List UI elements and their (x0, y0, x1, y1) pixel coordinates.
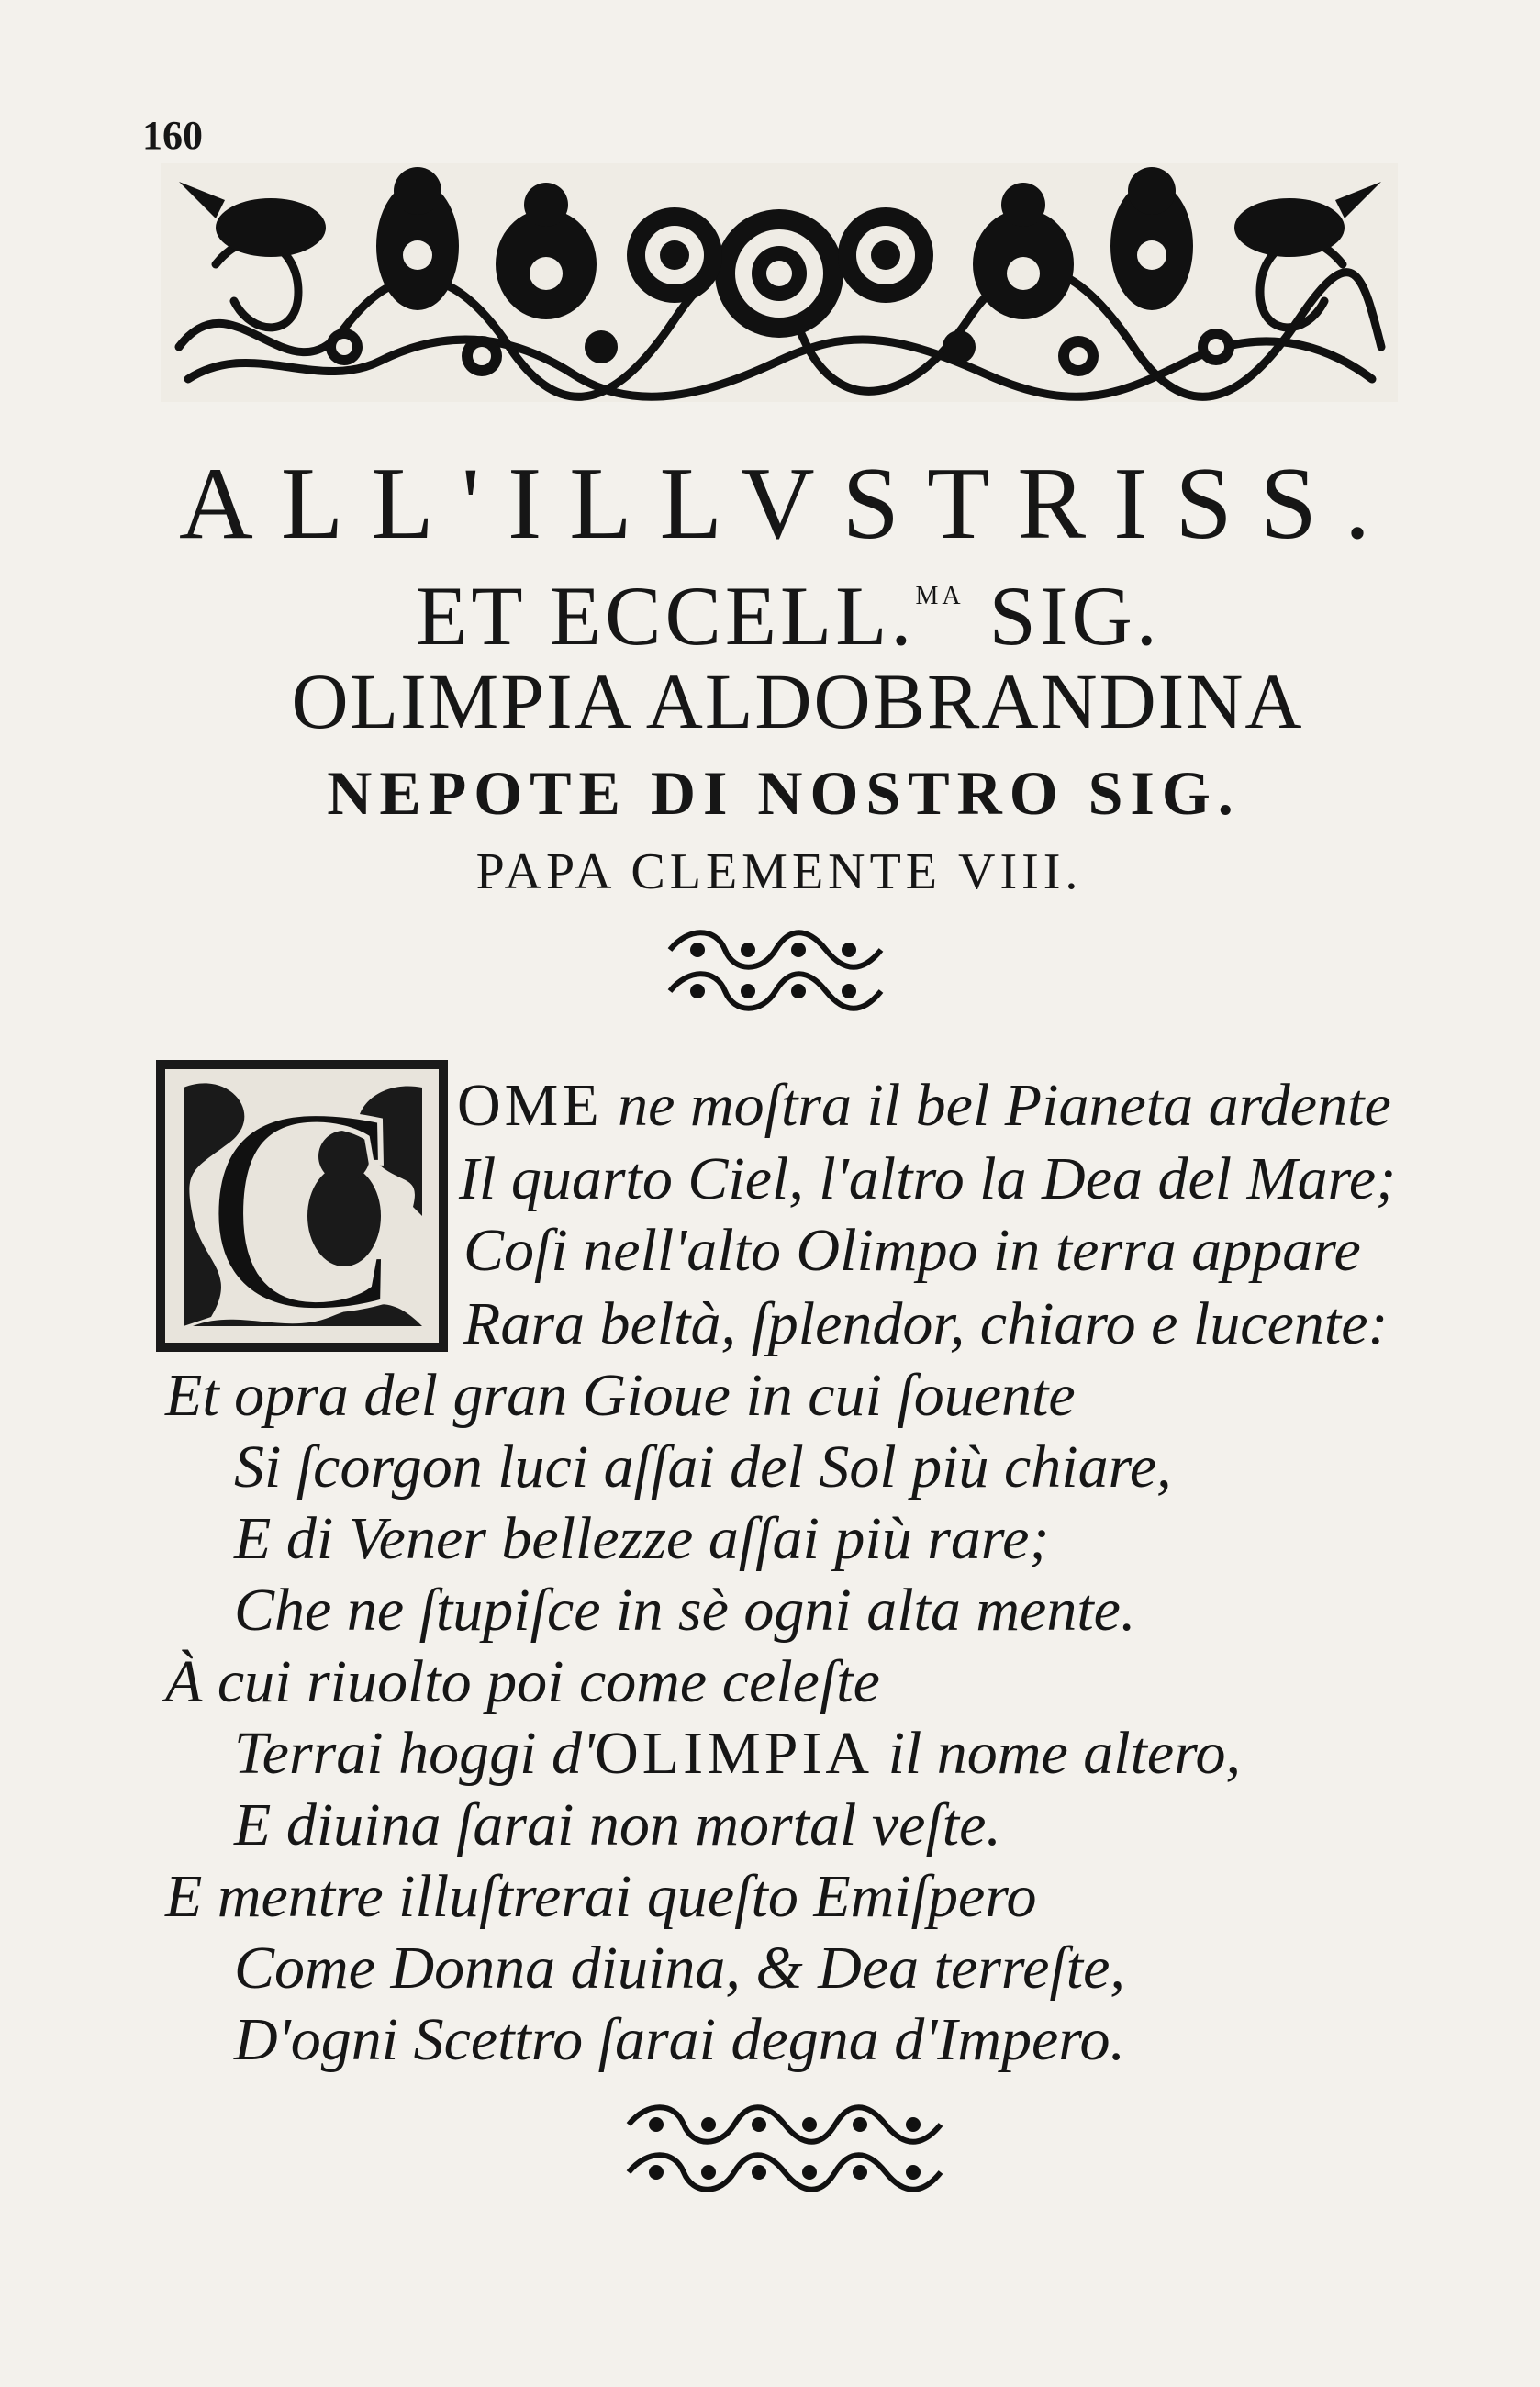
poem-line-10-after: il nome altero, (873, 1720, 1241, 1787)
poem-line-8: Che ne ſtupiſce in sè ogni alta mente. (234, 1577, 1136, 1644)
dedication-title-line-1: ALL'ILLVSTRISS. (179, 447, 1398, 561)
poem-line-1-lead: OME (457, 1072, 603, 1139)
poem-line-6: Si ſcorgon luci aſſai del Sol più chiare, (234, 1433, 1172, 1500)
poem-line-11: E diuina ſarai non mortal veſte. (234, 1791, 1001, 1858)
page-number: 160 (142, 113, 203, 158)
poem-line-4: Rara beltà, ſplendor, chiaro e lucente: (463, 1290, 1389, 1357)
title-line-2-superscript: MA (915, 582, 965, 610)
title-line-2-main: ET ECCELL. (416, 569, 916, 663)
poem-line-1-text: ne moſtra il bel Pianeta ardente (602, 1072, 1391, 1139)
poem-line-9: À cui riuolto poi come celeſte (165, 1648, 880, 1715)
poem-line-3: Coſi nell'alto Olimpo in terra appare (463, 1217, 1361, 1284)
decorated-initial-c (156, 1060, 448, 1352)
poem-line-5: Et opra del gran Gioue in cui ſouente (165, 1362, 1076, 1429)
dedication-title-line-4: NEPOTE DI NOSTRO SIG. (327, 758, 1241, 828)
poem-line-2: Il quarto Ciel, l'altro la Dea del Mare; (459, 1145, 1397, 1212)
poem-line-14: D'ogni Scettro ſarai degna d'Impero. (234, 2006, 1126, 2073)
dedication-title-line-3: OLIMPIA ALDOBRANDINA (291, 657, 1304, 745)
poem-line-10 (234, 1720, 1241, 1787)
ornamental-headpiece (161, 163, 1398, 402)
fleuron-divider (661, 922, 890, 1014)
fleuron-tailpiece (619, 2097, 950, 2198)
poem-line-10-text: Terrai hoggi d' (234, 1720, 596, 1787)
initial-letter: C (204, 1060, 400, 1352)
poem-line-1 (457, 1072, 1391, 1139)
poem-line-7: E di Vener bellezze aſſai più rare; (234, 1505, 1050, 1572)
poem-line-13: Come Donna diuina, & Dea terreſte, (234, 1935, 1125, 2002)
dedication-title-line-2 (0, 567, 1540, 664)
poem-line-10-caps: OLIMPIA (595, 1720, 874, 1787)
dedication-title-line-5: PAPA CLEMENTE VIII. (475, 843, 1083, 900)
title-line-2-end: SIG. (964, 569, 1161, 663)
poem-line-12: E mentre illuſtrerai queſto Emiſpero (165, 1863, 1037, 1930)
